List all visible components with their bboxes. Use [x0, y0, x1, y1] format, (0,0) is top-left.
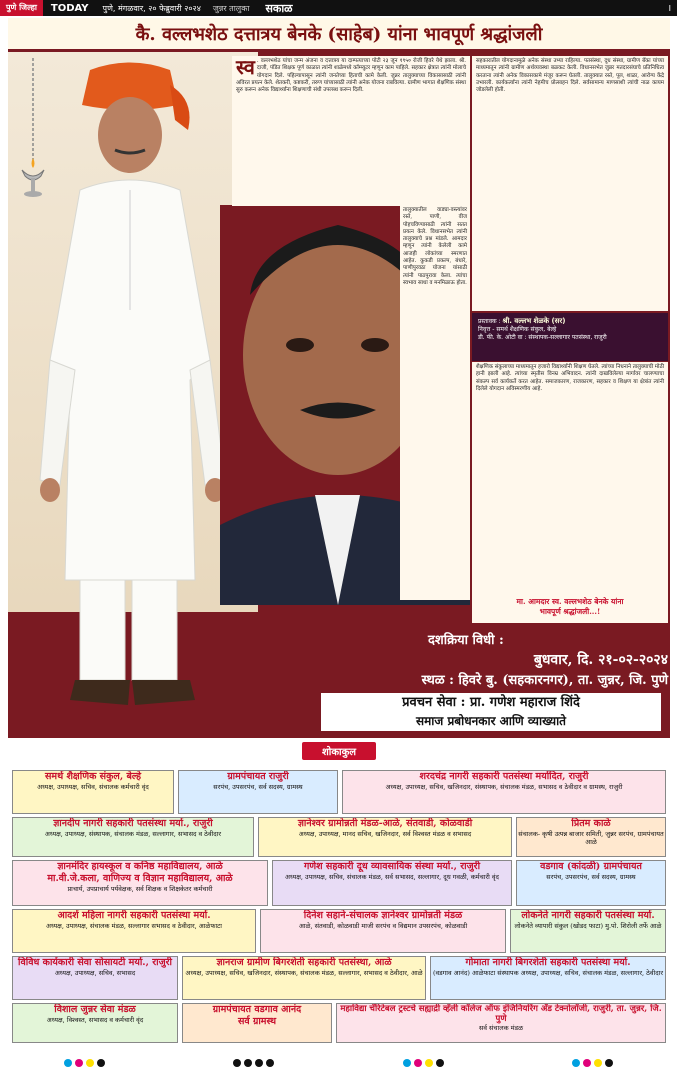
condolence-box-sub: अध्यक्ष, उपाध्यक्ष, सचिव, संचालक कर्मचारी वृंद [37, 783, 149, 791]
article-text-2: सहकारातील योगदानामुळे अनेक संस्था उभ्या राहिल्या. पतसंस्था, दूध संस्था, ग्रामीण बँका यांच्या माध्यमातून त्यांनी ग्रामीण अर्थव्यवस्था बळकट केली. विधानसभेत जुन्नर मतदारसंघाचे प्रतिनिधित्व करताना त्यांनी अनेक विकासकामे मंजूर करून घेतली. तालुक्यात रस्ते, पूल, शाळा, आरोग्य केंद्रे उभारली. कार्यकर्त्यांना त्यांनी नेहमीच प्रोत्साहन दिले. सर्वसामान्य माणसाशी त्यांची नाळ कायम जोडलेली होती. [476, 58, 664, 94]
presenter-name: श्री. वल्लभ शेळके (सर) [502, 317, 566, 325]
portrait-standing-photo [20, 60, 240, 710]
condolence-box [272, 860, 512, 906]
condolence-box-title: लोकनेते नागरी सहकारी पतसंस्था मर्या. [521, 910, 655, 921]
condolence-box-sub: लोकनेते व्यापारी संकुल (खोडद फाटा) मु.पो. शिरोली तर्फे आळे [514, 922, 662, 930]
color-dots-icon [64, 1059, 105, 1067]
ritual-date: बुधवार, दि. २१-०२-२०२४ [533, 652, 668, 668]
ritual-place: स्थळ : हिवरे बु. (सहकारनगर), ता. जुन्नर, जि. पुणे [421, 673, 668, 688]
condolence-box [12, 956, 178, 1000]
quote-line-1: मा. आमदार स्व. वल्लभशेठ बेनके यांना [516, 597, 624, 606]
condolence-box [510, 909, 666, 953]
condolence-box-sub: आळे, संतवाडी, कोळवाडी माजी सरपंच व विद्यमान उपसरपंच, कोळवाडी [298, 922, 468, 930]
newspaper-header-bar [0, 0, 677, 16]
condolence-box-title: विशाल जुन्नर सेवा मंडळ [54, 1004, 136, 1015]
condolence-box [178, 770, 338, 814]
headline: कै. वल्लभशेठ दत्तात्रय बेनके (साहेब) यांना भावपूर्ण श्रद्धांजली [8, 18, 670, 52]
condolence-box-sub: संचालक- कृषी उत्पन्न बाजार समिती, जुन्नर सरपंच, ग्रामपंचायत आळे [518, 830, 664, 846]
condolence-box [260, 909, 506, 953]
condolence-box-title: शरदचंद्र नागरी सहकारी पतसंस्था मर्यादित, राजुरी [419, 771, 589, 782]
taluka-label: जुन्नर तालुका [212, 3, 250, 13]
article-text-3: शैक्षणिक संकुलाच्या माध्यमातून हजारो विद्यार्थ्यांनी शिक्षण घेतले. त्यांच्या निधनाने तालुक्याची मोठी हानी झाली आहे. त्यांच्या स्मृतीस विनम्र अभिवादन. त्यांनी दाखविलेल्या मार्गावर चालण्याचा संकल्प सर्व कार्यकर्ते करत आहेत. समाजकारण, राजकारण, सहकार व शिक्षण या क्षेत्रांत त्यांनी दिलेले योगदान अविस्मरणीय आहे. [476, 364, 664, 392]
condolence-title [8, 740, 670, 760]
newspaper-name: सकाळ [265, 1, 293, 15]
article-column-2 [472, 56, 668, 311]
condolence-box-title: दिनेश सहाने-संचालक ज्ञानेश्वर ग्रामोन्नती मंडळ [303, 910, 463, 921]
condolence-box-title: महाविद्या चॅरिटेबल ट्रस्टचे सह्याद्री व्हॅली कॉलेज ऑफ इंजिनियरिंग अँड टेक्नोलॉजी, राजुरी, ता. जुन्नर, जि. पुणे [340, 1004, 662, 1024]
article-text-1b: तालुक्यातील वाड्या-वस्त्यांवर रस्ते, पाणी, वीज पोहचविण्यासाठी त्यांनी सतत प्रयत्न केले. विधानसभेत त्यांनी तालुक्याचे प्रश्न मांडले. आमदार म्हणून त्यांनी केलेली कामे आजही लोकांच्या स्मरणात आहेत. कुकडी प्रकल्प, बंधारे, पाणीपुरवठा योजना यांसाठी त्यांनी पाठपुरावा केला. त्यांचा स्वभाव साधा व मनमिळाऊ होता. [403, 207, 467, 286]
article-dropcap: स्व [236, 56, 255, 79]
color-dots-icon [233, 1059, 274, 1067]
presenter-box [472, 313, 668, 361]
condolence-box-sub: सरपंच, उपसरपंच, सर्व सदस्य, ग्रामस्थ [213, 783, 303, 791]
ritual-title: दशक्रिया विधी : [428, 633, 504, 648]
tribute-quote [472, 597, 668, 623]
condolence-box-title: ज्ञानेश्वर ग्रामोन्नती मंडळ-आळे, संतवाडी, कोळवाडी [297, 818, 473, 829]
condolence-box-sub: प्राचार्य, उपप्राचार्य पर्यवेक्षक, सर्व शिक्षक व शिक्षकेतर कर्मचारी [67, 885, 213, 893]
condolence-box [12, 1003, 178, 1043]
presenter-line-2: डी. फी. के. ओटी वा : संस्थापक-सल्लागार पतसंस्था, राजुरी [478, 334, 607, 341]
condolence-box-title: ग्रामपंचायत राजुरी [227, 771, 289, 782]
condolence-box [12, 817, 254, 857]
article-column-3 [472, 362, 668, 597]
condolence-box-title: वडगाव (कांदळी) ग्रामपंचायत [540, 861, 642, 872]
condolence-box-sub: अध्यक्ष, उपाध्यक्ष, संस्थापक, संचालक मंडळ, सल्लागार, सभासद व ठेवीदार [44, 830, 222, 838]
pravachan-line-1: प्रवचन सेवा : प्रा. गणेश महाराज शिंदे [402, 695, 580, 710]
condolence-box-title: प्रितम काळे [571, 818, 611, 829]
condolence-box [182, 1003, 332, 1043]
condolence-box [516, 817, 666, 857]
print-registration-marks [0, 1046, 677, 1080]
article-text-1: . वल्लभशेठ यांचा जन्म अंजना व दत्तात्रय या दाम्पत्याच्या पोटी २३ जून १९५० रोजी हिवरे येथे झाला. श्री. दाजी, पंडित शिक्षक पूर्ण काळात त्यांनी शाळेमध्ये कॉम्प्युटर म्हणून काम पाहिले. सहकार क्षेत्रात त्यांनी मोलाचे योगदान दिले. पहिल्यापासून त्यांनी जनतेच्या हिताची कामे केली. जुन्नर तालुक्याच्या विकासासाठी त्यांनी अविरत प्रयत्न केले. शेतकरी, कष्टकरी, तरुण यांच्यासाठी त्यांनी अनेक योजना राबविल्या. ग्रामीण भागात शैक्षणिक संस्था सुरु करून अनेक विद्यार्थ्यांना शिक्षणाची संधी उपलब्ध करून दिली. [236, 58, 466, 94]
condolence-box [182, 956, 426, 1000]
condolence-box [12, 770, 174, 814]
condolence-box-sub: अध्यक्ष, उपाध्यक्ष, सचिव, खजिनदार, संस्थापक, संचालक मंडळ, सल्लागार, सभासद व ठेवीदार, आळे [185, 969, 423, 977]
page-number: I [668, 3, 671, 13]
condolence-box-sub: सर्व ग्रामस्थ [237, 1016, 277, 1027]
condolence-box-sub: अध्यक्ष, उपाध्यक्ष, सचिव, खजिनदार, संस्थापक, संचालक मंडळ, सभासद व ठेवीदार व ग्रामस्थ, राजुरी [385, 783, 623, 791]
condolence-box-title: ज्ञानमंदिर हायस्कूल व कनिष्ठ महाविद्यालय, आळे [57, 861, 223, 872]
condolence-box-title: ग्रामपंचायत वडगाव आनंद [212, 1004, 302, 1015]
condolence-section [8, 740, 670, 1030]
condolence-box-sub: अध्यक्ष, विश्वस्त, सभासद व कर्मचारी वृंद [46, 1016, 144, 1024]
pravachan-box [320, 692, 662, 732]
pravachan-line-2: समाज प्रबोधनकार आणि व्याख्याते [415, 714, 567, 728]
condolence-box-title: समर्थ शैक्षणिक संकुल, बेल्हे [44, 771, 142, 782]
condolence-box-title: आदर्श महिला नागरी सहकारी पतसंस्था मर्या. [57, 910, 211, 921]
condolence-box-sub: अध्यक्ष, उपाध्यक्ष, सचिव, संचालक मंडळ, सर्व सभासद, सल्लागार, दूध गवळी, कर्मचारी वृंद [285, 873, 499, 881]
condolence-box-sub: सरपंच, उपसरपंच, सर्व सदस्य, ग्रामस्थ [546, 873, 636, 881]
condolence-box-sub: अध्यक्ष, उपाध्यक्ष, संचालक मंडळ, सल्लागार सभासद व ठेवीदार, आळेफाटा [46, 922, 222, 930]
condolence-box-sub: सर्व संचालक मंडळ [478, 1024, 524, 1032]
condolence-box [516, 860, 666, 906]
presenter-line-1: निवृत्त - समर्थ शैक्षणिक संकुल, बेल्हे [478, 326, 557, 333]
condolence-box-sub: (वडगाव आनंद) आळेफाटा संस्थापक अध्यक्ष, उपाध्यक्ष, सचिव, संचालक मंडळ, सल्लागार, ठेवीदार [432, 969, 664, 977]
condolence-title-label: शोकाकुल [302, 742, 376, 760]
article-column-1b [400, 205, 470, 600]
date-label: पुणे, मंगळवार, २० फेब्रुवारी २०२४ [102, 3, 201, 13]
condolence-box-sub: अध्यक्ष, उपाध्यक्ष, मानद सचिव, खजिनदार, सर्व विश्वस्त मंडळ व सभासद [298, 830, 472, 838]
condolence-box [342, 770, 666, 814]
condolence-box-title: ज्ञानराज ग्रामीण बिगरशेती सहकारी पतसंस्था, आळे [216, 957, 392, 968]
today-label: TODAY [50, 2, 89, 14]
district-label: पुणे जिल्हा [0, 0, 43, 16]
condolence-box [12, 860, 268, 906]
color-dots-icon [572, 1059, 613, 1067]
condolence-box-sub: अध्यक्ष, उपाध्यक्ष, सचिव, सभासद [54, 969, 136, 977]
condolence-box [12, 909, 256, 953]
condolence-box-title: गोमाता नागरी बिगरशेती सहकारी पतसंस्था मर्या. [465, 957, 631, 968]
condolence-box [258, 817, 512, 857]
quote-line-2: भावपूर्ण श्रद्धांजली...! [539, 607, 601, 616]
presenter-label: प्रस्तावक : [478, 318, 501, 325]
condolence-box-title-2: मा.वी.जे.कला, वाणिज्य व विज्ञान महाविद्यालय, आळे [47, 873, 233, 884]
condolence-box-title: ज्ञानदीप नागरी सहकारी पतसंस्था मर्या., राजुरी [53, 818, 213, 829]
condolence-box [430, 956, 666, 1000]
condolence-box-title: गणेश सहकारी दूध व्यावसायिक संस्था मर्या., राजुरी [303, 861, 481, 872]
color-dots-icon [403, 1059, 444, 1067]
condolence-box-title: विविध कार्यकारी सेवा सोसायटी मर्या., राजुरी [18, 957, 172, 968]
condolence-box [336, 1003, 666, 1043]
article-column-1 [232, 56, 470, 206]
